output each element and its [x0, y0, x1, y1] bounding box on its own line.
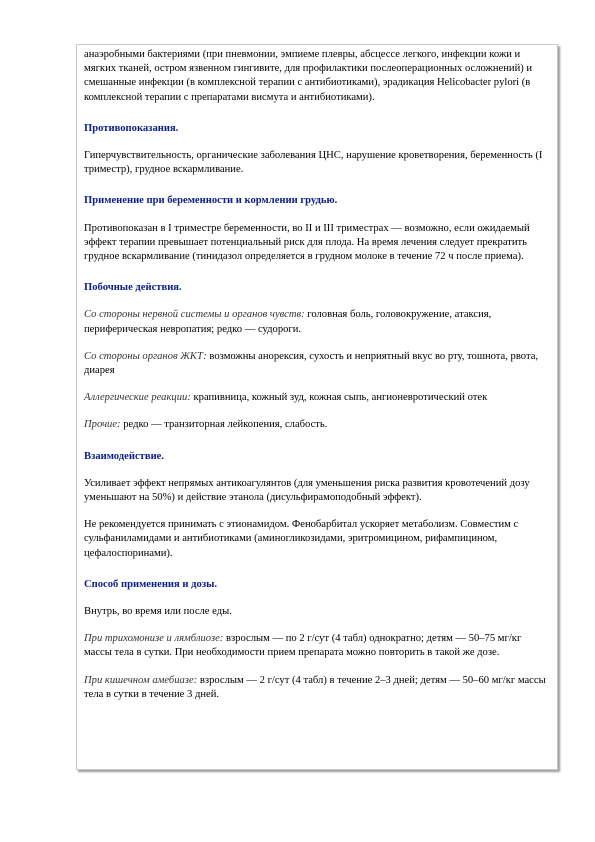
side-effect-nervous: [84, 308, 550, 336]
side-effect-text: редко — транзиторная лейкопения, слабость.: [120, 419, 328, 431]
dosage-text: взрослым — 2 г/сут (4 табл) в течение 2–3 дней; детям — 50–60 мг/кг массы тела в сутки в течение 3 дней.: [84, 674, 546, 700]
side-effect-allergic: [84, 391, 550, 405]
side-effect-other: [84, 418, 550, 432]
side-effect-text: крапивница, кожный зуд, кожная сыпь, ангионевротический отек: [190, 392, 488, 404]
dosage-label: При трихомонизе и лямблиозе:: [84, 633, 224, 645]
document-frame: [76, 44, 558, 770]
contraindications-paragraph: Гиперчувствительность, органические заболевания ЦНС, нарушение кроветворения, беременность (I триместр), грудное вскармливание.: [84, 150, 543, 176]
interaction-heading: Взаимодействие.: [84, 450, 165, 462]
dosage-trichomoniasis: [84, 632, 550, 660]
interaction-paragraph: Усиливает эффект непрямых антикоагулянтов (для уменьшения риска развития кровотечений дозу уменьшают на 50%) и действие этанола (дисульфирамоподобный эффект).: [84, 477, 530, 504]
side-effect-label: Со стороны нервной системы и органов чувств:: [84, 309, 305, 321]
dosage-intro: Внутрь, во время или после еды.: [84, 606, 232, 618]
side-effect-text: возможны анорексия, сухость и неприятный вкус во рту, тошнота, рвота, диарея: [84, 350, 539, 377]
side-effect-label: Прочие:: [84, 419, 121, 431]
dosage-label: При кишечном амебиазе:: [84, 674, 198, 686]
interaction-paragraph: Не рекомендуется принимать с этионамидом. Фенобарбитал ускоряет метаболизм. Совместим с сульфаниламидами и антибиотиками (аминогликозидами, эритромицином, рифампицином, цефалоспоринами).: [84, 519, 519, 559]
contraindications-heading: Противопоказания.: [84, 122, 179, 134]
side-effects-heading: Побочные действия.: [84, 282, 182, 294]
pregnancy-paragraph: Противопоказан в I триместре беременности, во II и III триместрах — возможно, если ожидаемый эффект терапии превышает потенциальный риск для плода. На время лечения следует прекратить грудное вскармливание (тинидазол определяется в грудном молоке в течение 72 ч после приема).: [84, 222, 530, 263]
side-effect-label: Аллергические реакции:: [84, 392, 191, 404]
document-content: [84, 48, 550, 702]
dosage-text: взрослым — по 2 г/сут (4 табл) однократно; детям — 50–75 мг/кг массы тела в сутки. При необходимости прием препарата можно повторить в такой же дозе.: [84, 633, 522, 659]
pregnancy-heading: Применение при беременности и кормлении грудью.: [84, 195, 338, 207]
dosage-heading: Способ применения и дозы.: [84, 578, 217, 590]
dosage-amebiasis: [84, 674, 550, 702]
side-effect-label: Со стороны органов ЖКТ:: [84, 350, 207, 362]
intro-paragraph: анаэробными бактериями (при пневмонии, эмпиеме плевры, абсцессе легкого, инфекции кожи и мягких тканей, остром язвенном гингивите, для профилактики послеоперационных осложнений) и смешанные инфекции (в комплексной терапии с антибиотиками), эрадикация Helicobacter pylori (в комплексной терапии с препаратами висмута и антибиотиками).: [84, 49, 533, 103]
side-effect-gi: [84, 350, 550, 378]
side-effect-text: головная боль, головокружение, атаксия, периферическая невропатия; редко — судороги.: [84, 309, 492, 335]
